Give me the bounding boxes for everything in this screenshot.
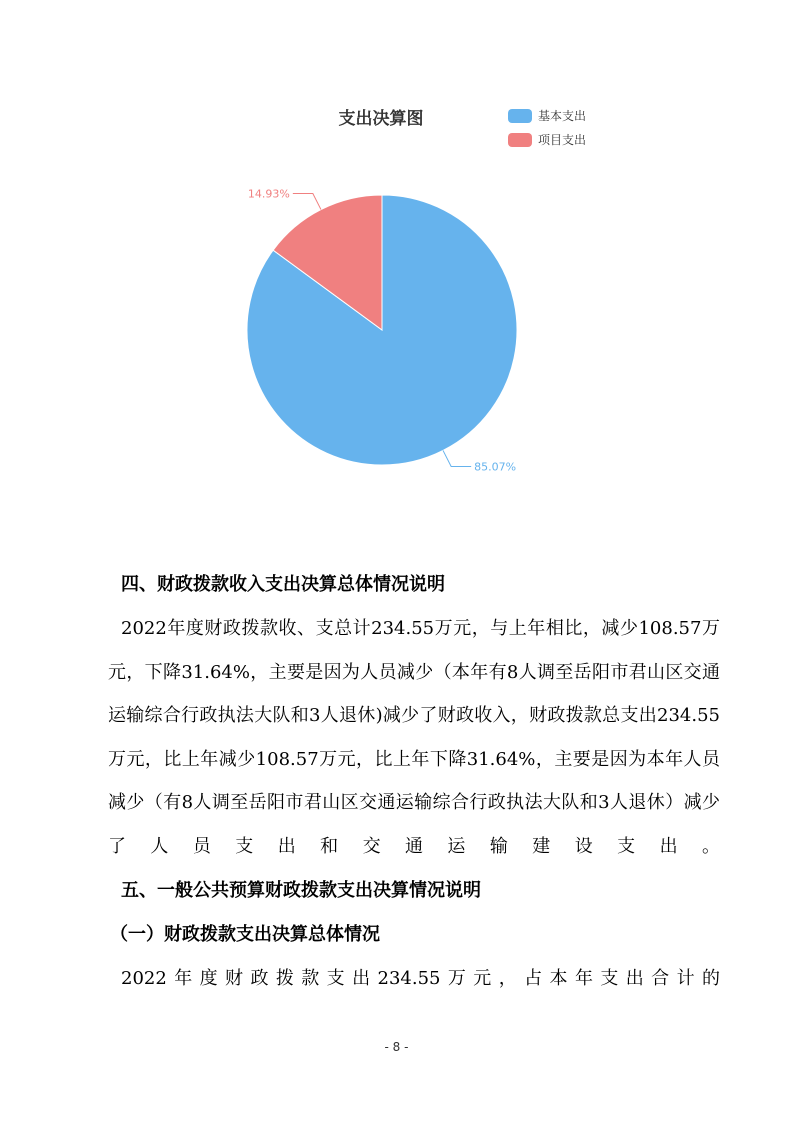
legend-swatch bbox=[508, 133, 532, 147]
legend-swatch bbox=[508, 109, 532, 123]
section-5-sub1-heading: （一）财政拨款支出决算总体情况 bbox=[110, 923, 380, 945]
page-number: - 8 - bbox=[384, 1040, 409, 1054]
section-5-heading: 五、一般公共预算财政拨款支出决算情况说明 bbox=[121, 879, 481, 901]
label-leader-line bbox=[293, 194, 321, 210]
section-4-heading: 四、财政拨款收入支出决算总体情况说明 bbox=[121, 574, 445, 595]
label-leader-line bbox=[443, 450, 471, 466]
pie-chart-svg bbox=[0, 0, 793, 520]
legend-label: 项目支出 bbox=[538, 133, 587, 147]
pie-slices bbox=[247, 195, 517, 465]
chart-title: 支出决算图 bbox=[338, 109, 424, 129]
document-body bbox=[108, 563, 720, 1000]
chart-legend bbox=[508, 108, 586, 147]
slice-percent-label: 14.93% bbox=[247, 187, 290, 201]
expenditure-chart bbox=[0, 0, 793, 520]
section-5-sub1-paragraph: 2022年度财政拨款支出234.55万元，占本年支出合计的 bbox=[121, 967, 720, 989]
slice-percent-label: 85.07% bbox=[474, 460, 517, 474]
section-4-paragraph: 2022年度财政拨款收、支总计234.55万元，与上年相比，减少108.57万元，下降31.64%，主要是因为人员减少（本年有8人调至岳阳市君山区交通运输综合行政执法大队和3人退休)减少了财政收入，财政拨款总支出234.55万元，比上年减少108.57万元，比上年下降31.64%，主要是因为本年人员减少（有8人调至岳阳市君山区交通运输综合行政执法大队和3人退休）减少了人员支出和交通运输建设支出。 bbox=[108, 618, 720, 857]
legend-label: 基本支出 bbox=[538, 109, 587, 123]
